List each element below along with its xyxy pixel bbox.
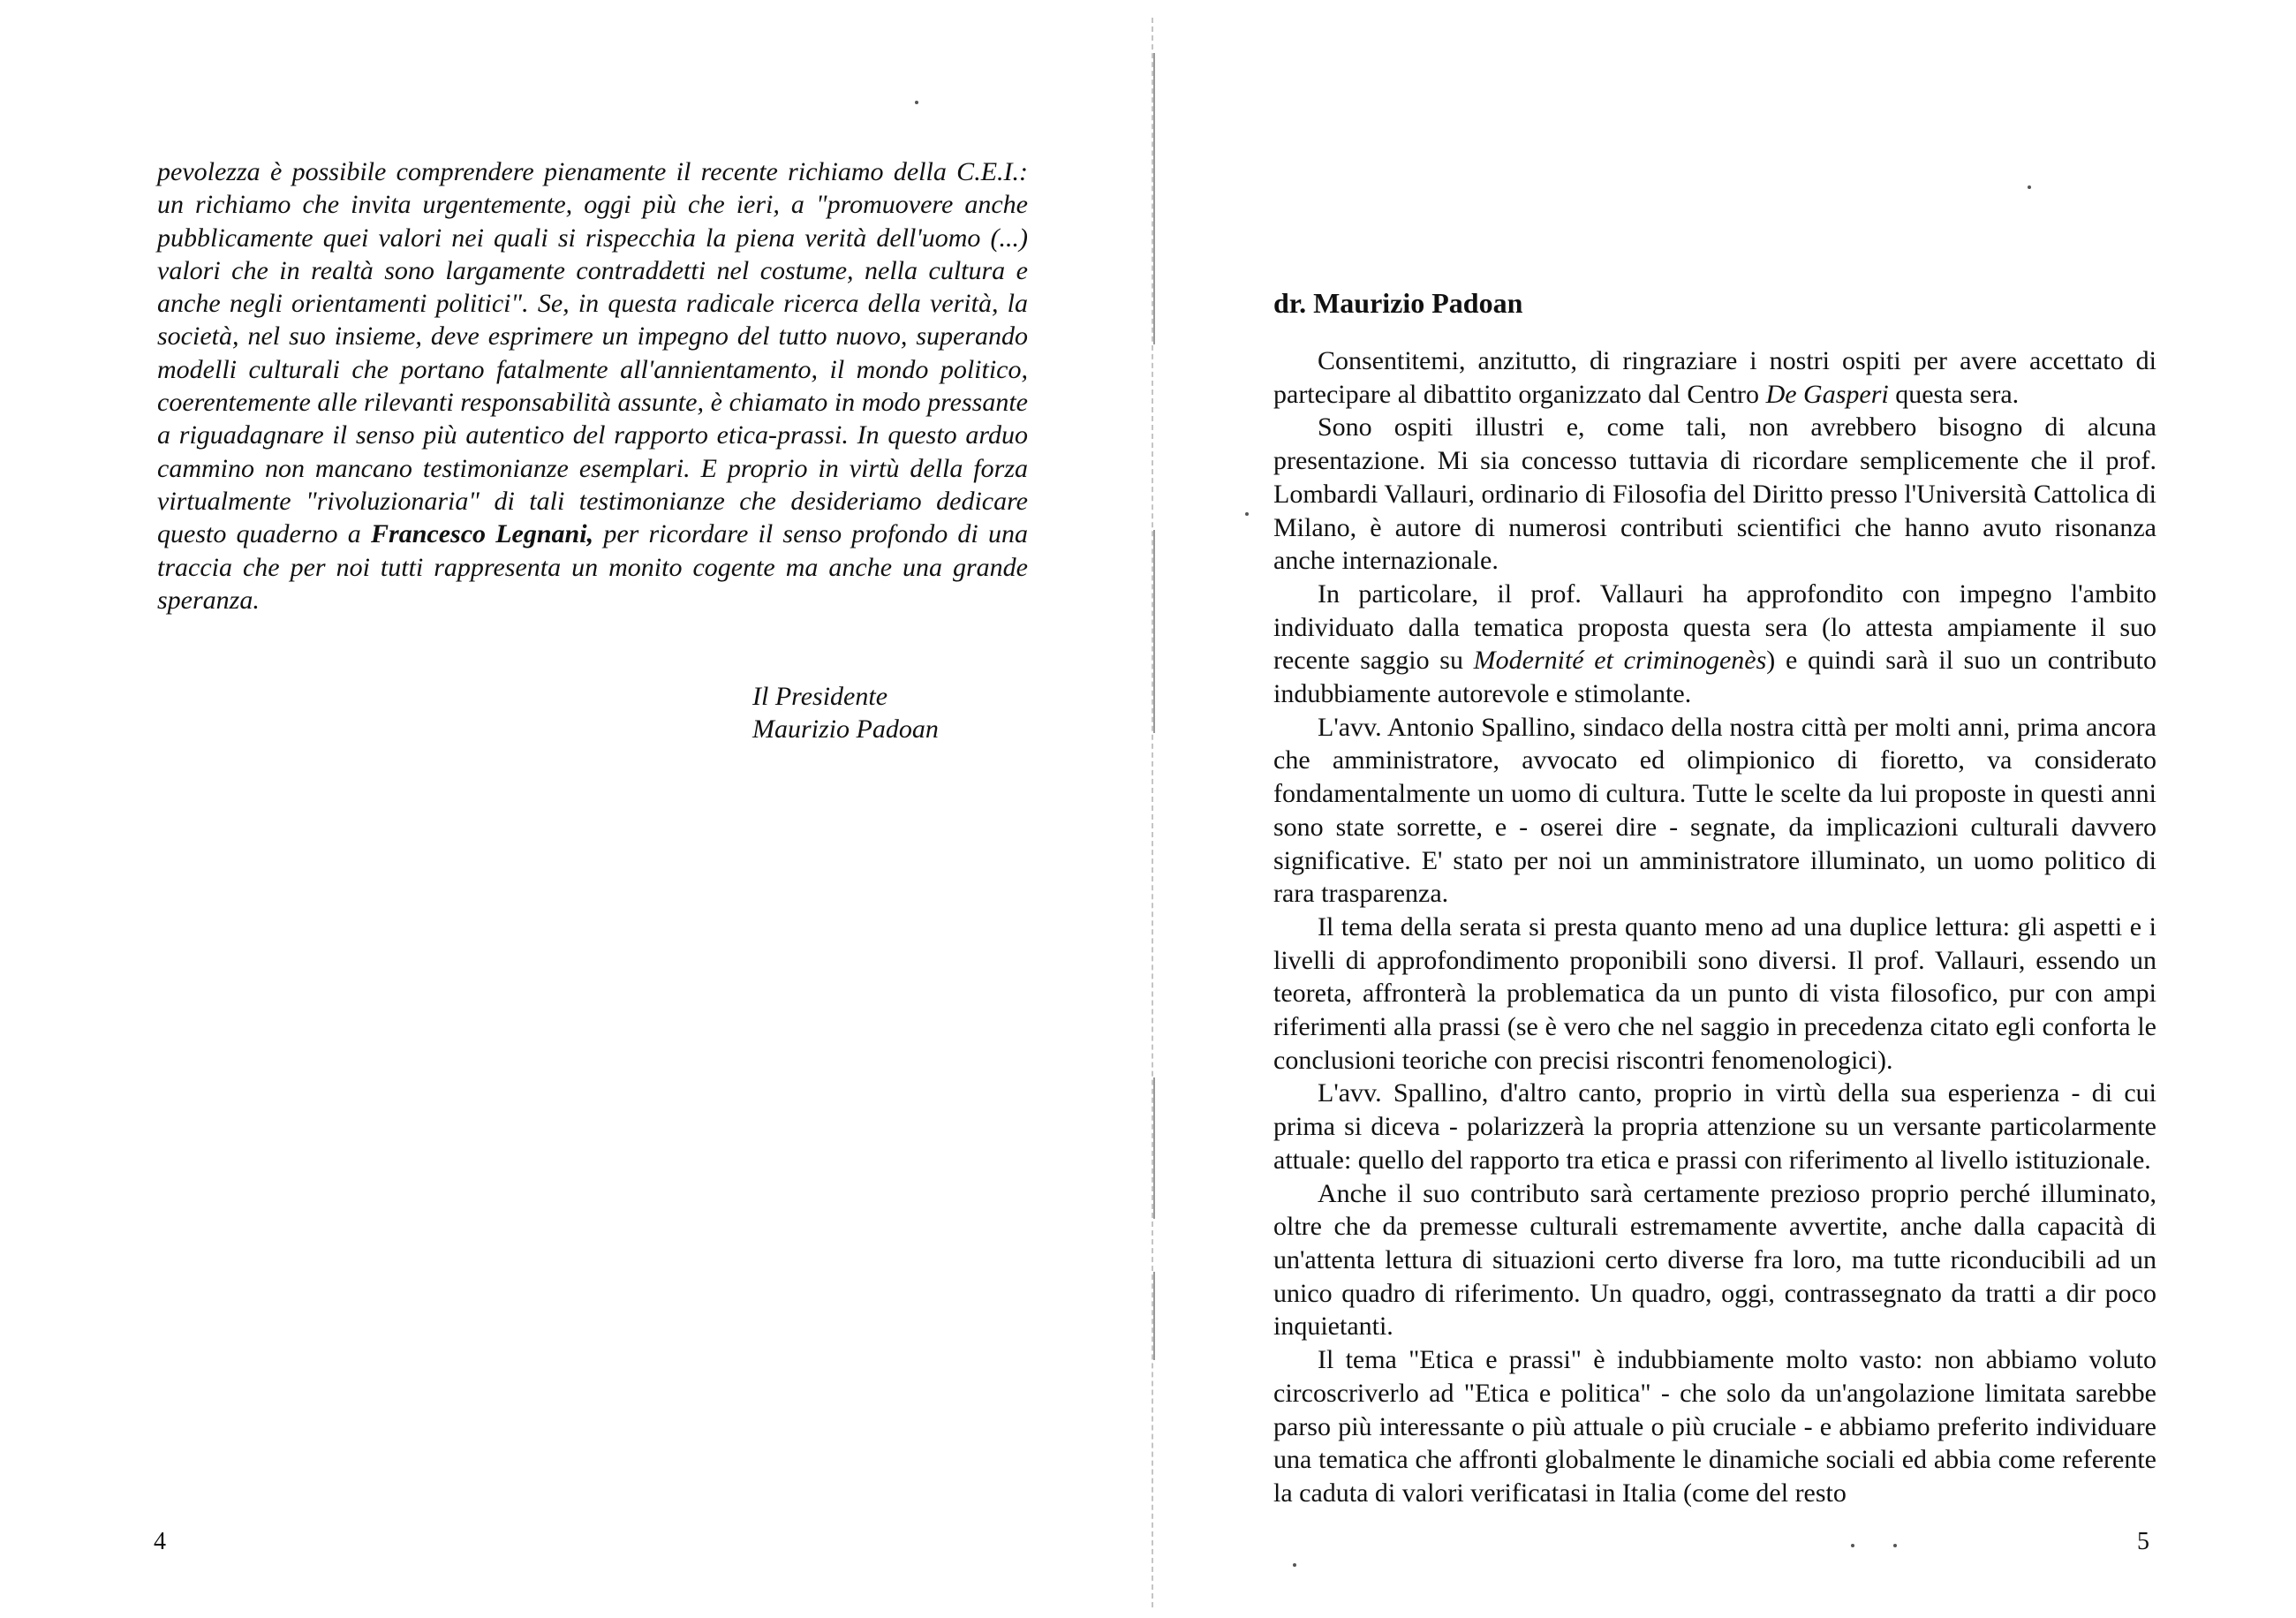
signature-block bbox=[752, 680, 939, 745]
essay-title: Modernité et criminogenès bbox=[1473, 646, 1767, 676]
right-paragraph-2: Sono ospiti illustri e, come tali, non avrebbero bisogno di alcuna presentazione. Mi sia concesso tuttavia di ricordare semplicemente che il prof. Lombardi Vallauri, ordinario di Filosofia del Diritto presso l'Università Cattolica di Milano, è autore di numerosi contributi scientifici che hanno avuto risonanza anche internazionale. bbox=[1273, 412, 2156, 576]
left-paragraph bbox=[157, 155, 1028, 616]
p1-end-text: questa sera. bbox=[1895, 379, 2020, 409]
page-number-right: 5 bbox=[2137, 1528, 2149, 1555]
dedicatee-name: Francesco Legnani, bbox=[371, 519, 594, 549]
right-paragraph-3 bbox=[1273, 578, 2156, 711]
right-page bbox=[1148, 0, 2296, 1618]
right-paragraph-7: Anche il suo contributo sarà certamente prezioso proprio perché illuminato, oltre che da premesse culturali estremamente avvertite, anche dalla capacità di un'attenta lettura di situazioni certo diverse fra loro, ma tutte riconducibili ad un unico quadro di riferimento. Un quadro, oggi, contrassegnato da tratti a dir poco inquietanti. bbox=[1273, 1178, 2156, 1342]
signature-title: Il Presidente bbox=[752, 682, 888, 711]
page-number-left: 4 bbox=[154, 1528, 166, 1555]
centro-name: De Gasperi bbox=[1765, 379, 1889, 409]
right-paragraph-6: L'avv. Spallino, d'altro canto, proprio in virtù della sua esperienza - di cui prima si diceva - polarizzerà la propria attenzione su un versante particolarmente attuale: quello del rapporto tra etica e prassi con riferimento al livello istituzionale. bbox=[1273, 1078, 2156, 1175]
right-paragraph-5: Il tema della serata si presta quanto meno ad una duplice lettura: gli aspetti e i livelli di approfondimento proponibili sono diversi. Il prof. Vallauri, essendo un teoreta, affronterà la problematica da un punto di vista filosofico, pur con ampi riferimenti alla prassi (se è vero che nel saggio in precedenza citato egli conforta le conclusioni teoriche con precisi riscontri fenomenologici). bbox=[1273, 911, 2156, 1075]
right-paragraph-8: Il tema "Etica e prassi" è indubbiamente molto vasto: non abbiamo voluto circoscriverlo ad "Etica e politica" - che solo da un'angolazione limitata sarebbe parso più interessante o più attuale o più cruciale - e abbiamo preferito individuare una tematica che affronti globalmente le dinamiche sociali ed abbia come referente la caduta di valori verificatasi in Italia (come del resto bbox=[1273, 1345, 2156, 1508]
paragraph-end-text: per ricordare il senso profondo di una traccia che per noi tutti rappresenta un monito cogente ma anche una grande speranza. bbox=[157, 519, 1028, 615]
signature-name: Maurizio Padoan bbox=[752, 714, 939, 744]
left-body-text bbox=[157, 155, 1028, 616]
right-paragraph-1 bbox=[1273, 344, 2156, 411]
right-body-text bbox=[1273, 344, 2156, 1510]
scan-speck bbox=[915, 101, 918, 104]
p1-text: Consentitemi, anzitutto, di ringraziare i nostri ospiti per avere accettato di partecipare al dibattito organizzato dal Centro bbox=[1273, 346, 2156, 409]
p3-end-text: ) e quindi sarà il suo un contributo indubbiamente autorevole e stimolante. bbox=[1273, 646, 2157, 709]
right-paragraph-4: L'avv. Antonio Spallino, sindaco della nostra città per molti anni, prima ancora che amministratore, avvocato ed olimpionico di fioretto, va considerato fondamentalmente un uomo di cultura. Tutte le scelte da lui proposte in questi anni sono state sorrette, e - oserei dire - segnate, da implicazioni culturali davvero significative. E' stato per noi un amministratore illuminato, un uomo politico di rara trasparenza. bbox=[1273, 712, 2156, 909]
p3-text: In particolare, il prof. Vallauri ha approfondito con impegno l'ambito individuato dalla tematica proposta questa sera (lo attesta ampiamente il suo recente saggio su bbox=[1273, 578, 2156, 676]
paragraph-text: pevolezza è possibile comprendere pienamente il recente richiamo della C.E.I.: un richiamo che invita urgentemente, oggi più che ieri, a "promuovere anche pubblicamente quei valori nei quali si rispecchia la piena verità dell'uomo (...) valori che in realtà sono largamente contraddetti nel costume, nella cultura e anche negli orientamenti politici". Se, in questa radicale ricerca della verità, la società, nel suo insieme, deve esprimere un impegno del tutto nuovo, superando modelli culturali che portano fatalmente all'annientamento, il mondo politico, coerentemente alle rilevanti responsabilità assunte, è chiamato in modo pressante a riguadagnare il senso più autentico del rapporto etica-prassi. In questo arduo cammino non mancano testimonianze esemplari. E proprio in virtù della forza virtualmente "rivoluzionaria" di tali testimonianze che desideriamo dedicare questo quaderno a bbox=[157, 157, 1028, 549]
author-heading: dr. Maurizio Padoan bbox=[1273, 287, 1523, 319]
